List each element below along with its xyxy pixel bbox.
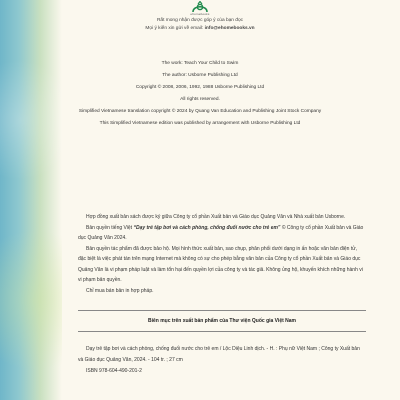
rights-notice [78, 212, 366, 296]
copyright-protection-paragraph: Bản quyền tác phẩm đã được bảo hộ. Mọi hình thức xuất bản, sao chụp, phân phối dưới dạng in ấn hoặc văn bản điện tử, đặc biệt là việc phát tán trên mạng Internet mà không có sự cho phép bằng văn bản của Công ty cổ phần Xuất bản và Giáo dục Quảng Văn là vi phạm pháp luật và làm tổn hại đến quyền lợi của công ty và tác giả. Không ủng hộ, khuyến khích những hành vi vi phạm bản quyền. [78, 245, 363, 283]
cip-bottom-divider [78, 331, 366, 332]
feedback-line: Rất mong nhận được góp ý của bạn đọc [156, 18, 244, 23]
credit-copyright: Copyright © 2008, 2006, 1992, 1988 Usborne Publishing Ltd [135, 85, 265, 90]
contact-line [40, 25, 360, 33]
cip-record [78, 344, 366, 377]
ehomebooks-logo-icon [189, 0, 211, 12]
credit-arrangement: This Simplified Vietnamese edition was published by arrangement with Usborne Publishing Ltd [99, 121, 301, 126]
feedback-block [40, 17, 360, 33]
credit-work: The work: Teach Your Child to Swim [161, 61, 239, 66]
credit-translation: Simplified Vietnamese translation copyright © 2024 by Quang Van Education and Publishing Joint Stock Company [78, 109, 322, 114]
copyright-credits [30, 58, 370, 130]
credit-rights: All rights reserved. [180, 97, 220, 102]
vietnamese-rights-paragraph [78, 223, 366, 244]
contract-paragraph: Hợp đồng xuất bản sách được ký giữa Công ty cổ phần Xuất bản và Giáo dục Quảng Văn và Nhà xuất bản Usborne. [86, 214, 346, 220]
contact-email-link[interactable]: info@ehomebooks.vn [204, 26, 255, 31]
cip-title: Biên mục trên xuất bản phẩm của Thư viện Quốc gia Việt Nam [147, 318, 296, 324]
rights-suffix: © Công ty cổ phần Xuất bản và Giáo dục Quảng Văn 2024. [78, 224, 364, 241]
legal-purchase-paragraph: Chỉ mua bán bản in hợp pháp. [86, 287, 154, 294]
contact-prefix: Mọi ý kiến xin gửi về email: [145, 26, 205, 31]
logo-brand-text: ehomebooks [190, 12, 210, 16]
cip-entry: Dạy trẻ tập bơi và cách phòng, chống đuối nước cho trẻ em / Lộc Diệu Linh dịch. - H. : Phụ nữ Việt Nam ; Công ty Xuất bản và Giáo dục Quảng Văn, 2024. - 104 tr. ; 27 cm [78, 346, 360, 363]
rights-prefix: Bản quyền tiếng Việt [86, 224, 134, 231]
credit-author: The author: Usborne Publishing Ltd [162, 73, 238, 78]
cip-isbn: ISBN 978-604-490-201-2 [86, 368, 142, 374]
book-title: “Dạy trẻ tập bơi và cách phòng, chống đuối nước cho trẻ em” [133, 224, 281, 231]
cip-top-divider [78, 310, 366, 311]
